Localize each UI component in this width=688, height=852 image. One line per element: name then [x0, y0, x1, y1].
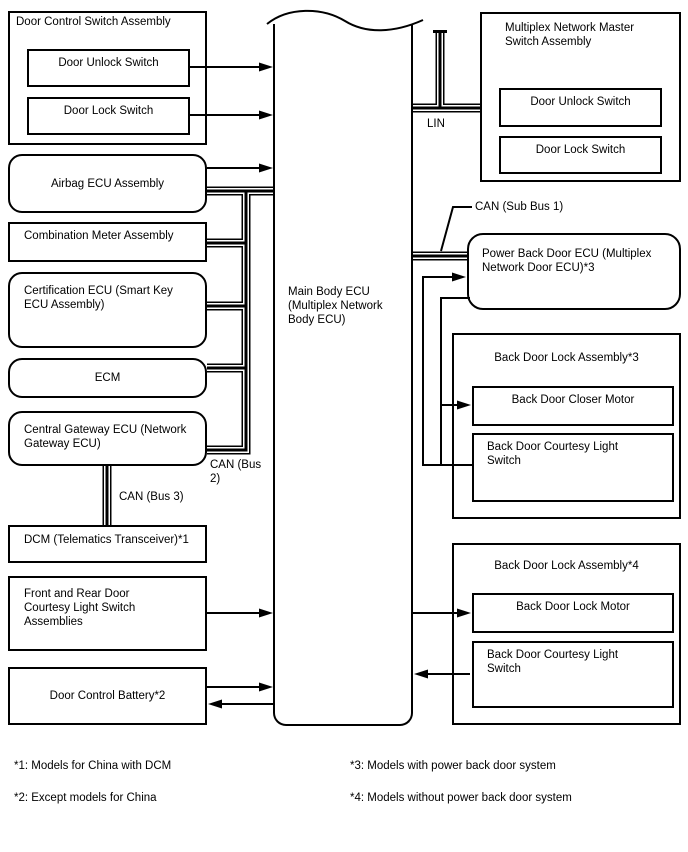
door-unlock-switch-box: [27, 49, 190, 87]
can-sub-bus1-label: CAN (Sub Bus 1): [475, 201, 564, 213]
mm-door-lock-switch-label: Door Lock Switch: [535, 144, 626, 156]
can-bus2-label: CAN (Bus 2): [210, 459, 262, 485]
front-rear-courtesy-box: [8, 576, 207, 651]
door-control-switch-assembly-title: Door Control Switch Assembly: [16, 16, 171, 28]
back-door-closer-motor-box: [472, 386, 674, 426]
footnote-4: *4: Models without power back door system: [350, 792, 572, 804]
back-door-courtesy-switch3-label: Back Door Courtesy Light Switch: [487, 441, 619, 467]
mm-door-unlock-switch-label: Door Unlock Switch: [530, 96, 631, 108]
mm-door-lock-switch-box: [499, 136, 662, 174]
back-door-courtesy-switch3-box: [472, 433, 674, 502]
door-control-battery-label: Door Control Battery*2: [49, 690, 166, 702]
lin-bus-label: LIN: [427, 118, 445, 130]
power-back-door-ecu-box: [467, 233, 681, 310]
footnote-1: *1: Models for China with DCM: [14, 760, 172, 772]
combination-meter-box: [8, 222, 207, 262]
can-bus3-label: CAN (Bus 3): [119, 491, 184, 503]
footnote-2: *2: Except models for China: [14, 792, 157, 804]
multiplex-master-switch-assembly-title: Multiplex Network Master Switch Assembly: [505, 22, 635, 48]
main-body-ecu-label: Main Body ECU (Multiplex Network Body ECU): [288, 286, 383, 326]
back-door-lock-assembly4-title: Back Door Lock Assembly*4: [494, 560, 639, 572]
door-control-battery-box: [8, 667, 207, 725]
door-lock-switch-box: [27, 97, 190, 135]
certification-ecu-label: Certification ECU (Smart Key ECU Assembly): [24, 285, 173, 311]
back-door-lock-assembly3-title: Back Door Lock Assembly*3: [494, 352, 639, 364]
ecm-label: ECM: [94, 372, 121, 384]
dcm-label: DCM (Telematics Transceiver)*1: [24, 534, 189, 546]
door-lock-switch-label: Door Lock Switch: [63, 105, 154, 117]
front-rear-courtesy-label: Front and Rear Door Courtesy Light Switch Assemblies: [24, 588, 136, 628]
back-door-courtesy-switch4-label: Back Door Courtesy Light Switch: [487, 649, 619, 675]
door-unlock-switch-label: Door Unlock Switch: [58, 57, 159, 69]
central-gateway-ecu-box: [8, 411, 207, 466]
main-body-ecu-box: [273, 24, 413, 726]
airbag-ecu-label: Airbag ECU Assembly: [50, 177, 165, 190]
airbag-ecu-box: [8, 154, 207, 213]
dcm-box: [8, 525, 207, 563]
power-back-door-ecu-label: Power Back Door ECU (Multiplex Network Door ECU)*3: [482, 248, 652, 274]
footnote-3: *3: Models with power back door system: [350, 760, 556, 772]
back-door-lock-motor-box: [472, 593, 674, 633]
certification-ecu-box: [8, 272, 207, 348]
ecm-box: [8, 358, 207, 398]
back-door-courtesy-switch4-box: [472, 641, 674, 708]
back-door-lock-motor-label: Back Door Lock Motor: [516, 601, 630, 613]
combination-meter-label: Combination Meter Assembly: [24, 230, 174, 242]
mm-door-unlock-switch-box: [499, 88, 662, 127]
central-gateway-ecu-label: Central Gateway ECU (Network Gateway ECU): [24, 424, 187, 450]
back-door-closer-motor-label: Back Door Closer Motor: [511, 394, 635, 406]
